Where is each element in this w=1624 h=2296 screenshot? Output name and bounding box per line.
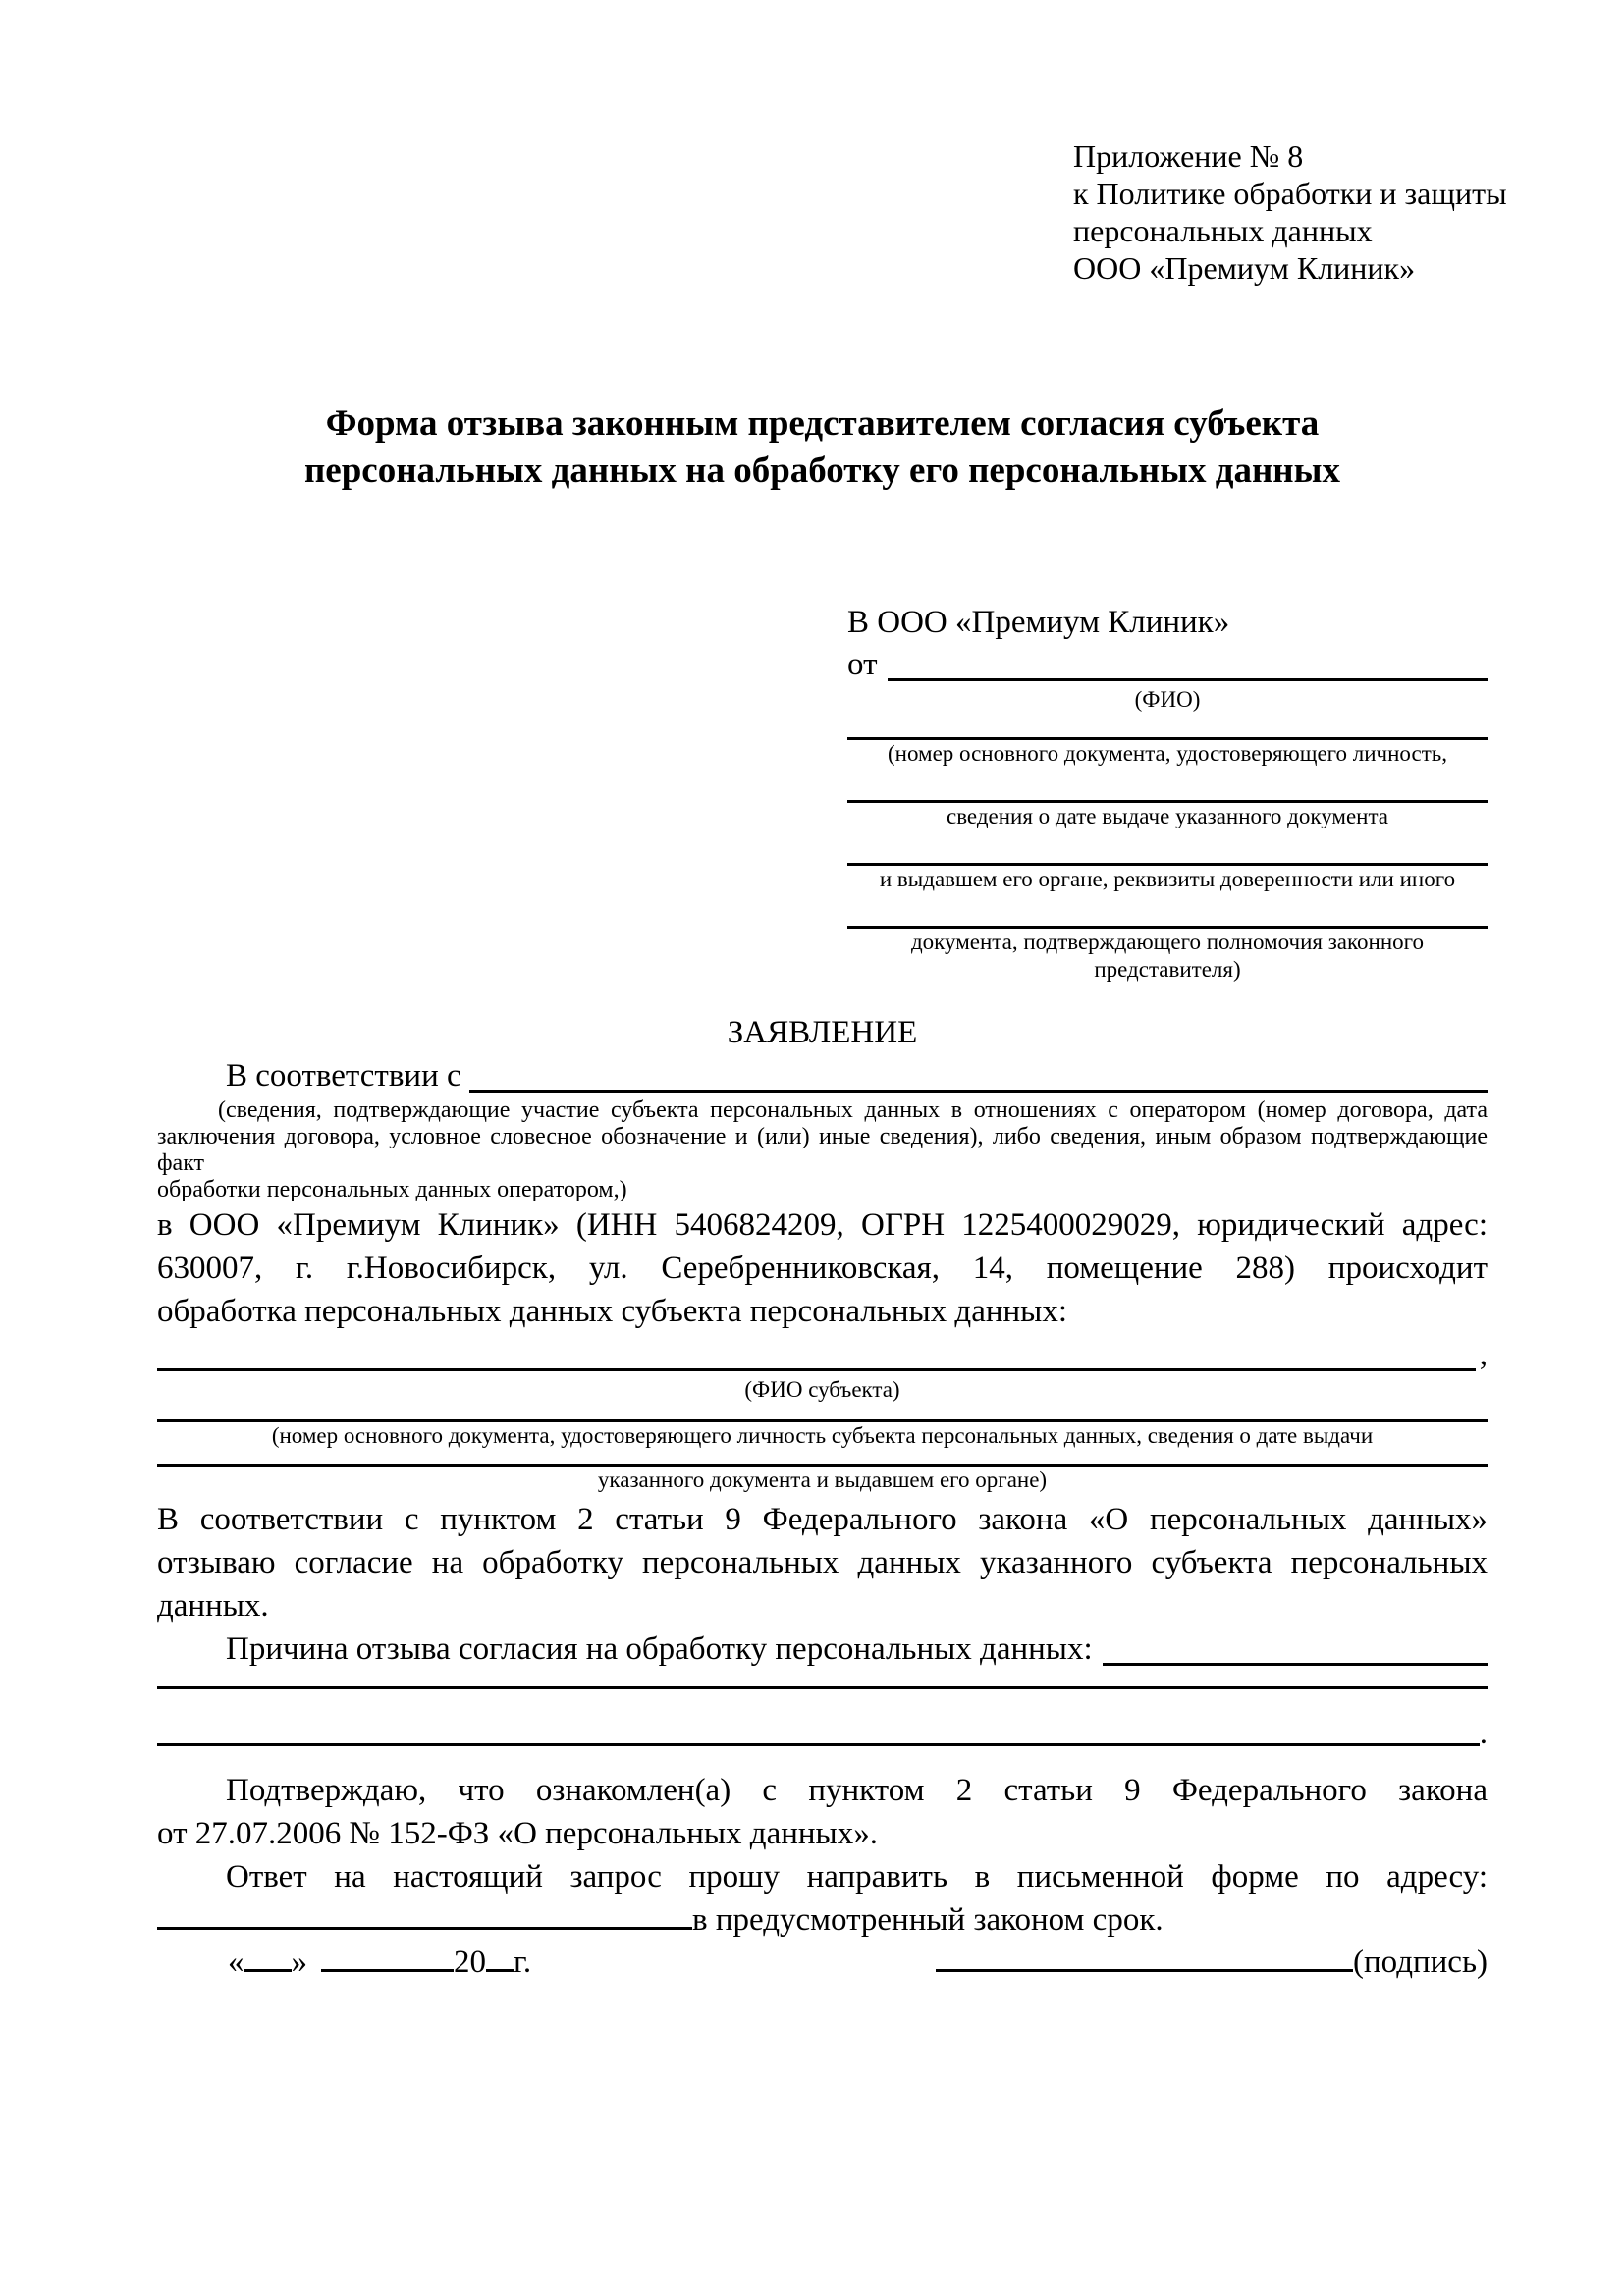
title-line: Форма отзыва законным представителем согласия субъекта [325,403,1320,444]
note-line: (сведения, подтверждающие участие субъекта персональных данных в отношениях с оператором (номер договора, дата [218,1097,1488,1123]
doc-caption: документа, подтверждающего полномочия законного представителя) [910,930,1424,982]
date-day-blank [244,1967,292,1972]
paragraph-line: В соответствии с пунктом 2 статьи 9 Федерального закона «О персональных данных» [157,1502,1488,1537]
date-year-suffix: г. [514,1945,532,1980]
reply-tail: в предусмотренный законом срок. [692,1902,1164,1938]
subject-fio-caption: (ФИО субъекта) [744,1377,900,1402]
appendix-header [1073,137,1507,287]
subject-doc-caption: указанного документа и выдавшем его органе) [597,1468,1048,1492]
operator-paragraph [157,1203,1488,1333]
confirmation-paragraph [157,1769,1488,1855]
subject-fio-comma: , [1479,1337,1488,1372]
paragraph-line: отзываю согласие на обработку персональных данных указанного субъекта персональных [157,1545,1488,1580]
reason-blank-line-2 [157,1686,1488,1689]
subject-doc-caption: (номер основного документа, удостоверяющего личность субъекта персональных данных, сведения о дате выдачи [271,1423,1374,1448]
reply-address-blank-line [157,1925,692,1930]
addressee-block [847,602,1488,984]
subject-fio-blank-line [157,1333,1476,1371]
accordance-row [157,1054,1488,1097]
doc-caption: сведения о дате выдаче указанного документа [946,804,1389,828]
statement-body [157,1011,1488,1942]
paragraph-line: в ООО «Премиум Клиник» (ИНН 5406824209, ОГРН 1225400029029, юридический адрес: [157,1207,1488,1243]
note-line: заключения договора, условное словесное обозначение и (или) иные сведения), либо сведения, иным образом подтверждающие факт [157,1124,1488,1176]
reason-blank-line [1103,1628,1488,1666]
reply-paragraph-line: Ответ на настоящий запрос прошу направить в письменной форме по адресу: [226,1859,1488,1895]
paragraph-line: Подтверждаю, что ознакомлен(а) с пунктом 2 статьи 9 Федерального закона [226,1773,1488,1808]
fio-caption: (ФИО) [1134,687,1201,712]
document-title [147,400,1497,495]
reason-blank-period: . [1479,1716,1488,1751]
date-month-blank [321,1967,454,1972]
from-label: от [847,647,878,682]
paragraph-line: от 27.07.2006 № 152-ФЗ «О персональных данных». [157,1816,878,1851]
date-year-blank [486,1967,514,1972]
date-quote-close: » [291,1945,307,1980]
appendix-line: к Политике обработки и защиты [1073,176,1507,211]
paragraph-line: обработка персональных данных субъекта персональных данных: [157,1294,1067,1329]
accordance-label: В соответствии с [226,1058,461,1094]
date-quote-open: « [228,1945,244,1980]
subject-fio-row [157,1333,1488,1376]
accordance-note [157,1097,1488,1203]
note-line: обработки персональных данных оператором,) [157,1177,627,1202]
date-field [228,1941,531,1984]
withdrawal-paragraph [157,1498,1488,1628]
appendix-line: Приложение № 8 [1073,138,1304,174]
appendix-line: ООО «Премиум Клиник» [1073,250,1416,286]
reason-row [157,1628,1488,1671]
paragraph-line: 630007, г. г.Новосибирск, ул. Серебренниковская, 14, помещение 288) происходит [157,1251,1488,1286]
reason-label: Причина отзыва согласия на обработку персональных данных: [226,1631,1093,1667]
paragraph-line: данных. [157,1588,269,1624]
signature-field [936,1941,1488,1984]
addressee-to: В ООО «Премиум Клиник» [847,605,1230,640]
doc-caption: и выдавшем его органе, реквизиты доверенности или иного [879,867,1456,891]
date-year-prefix: 20 [454,1945,486,1980]
doc-caption: (номер основного документа, удостоверяющего личность, [887,741,1447,766]
appendix-line: персональных данных [1073,213,1373,248]
signature-blank-line [936,1967,1353,1972]
signature-caption: (подпись) [1353,1945,1488,1980]
accordance-blank-line [469,1054,1488,1093]
reason-blank-line-3 [157,1716,1480,1746]
fio-blank-line [888,644,1489,681]
reason-blank-row-3 [157,1716,1488,1751]
from-row [847,644,1488,686]
signoff-row [157,1941,1488,1984]
title-line: персональных данных на обработку его персональных данных [303,451,1340,491]
statement-heading: ЗАЯВЛЕНИЕ [727,1015,918,1050]
reply-address-row [157,1898,1488,1942]
